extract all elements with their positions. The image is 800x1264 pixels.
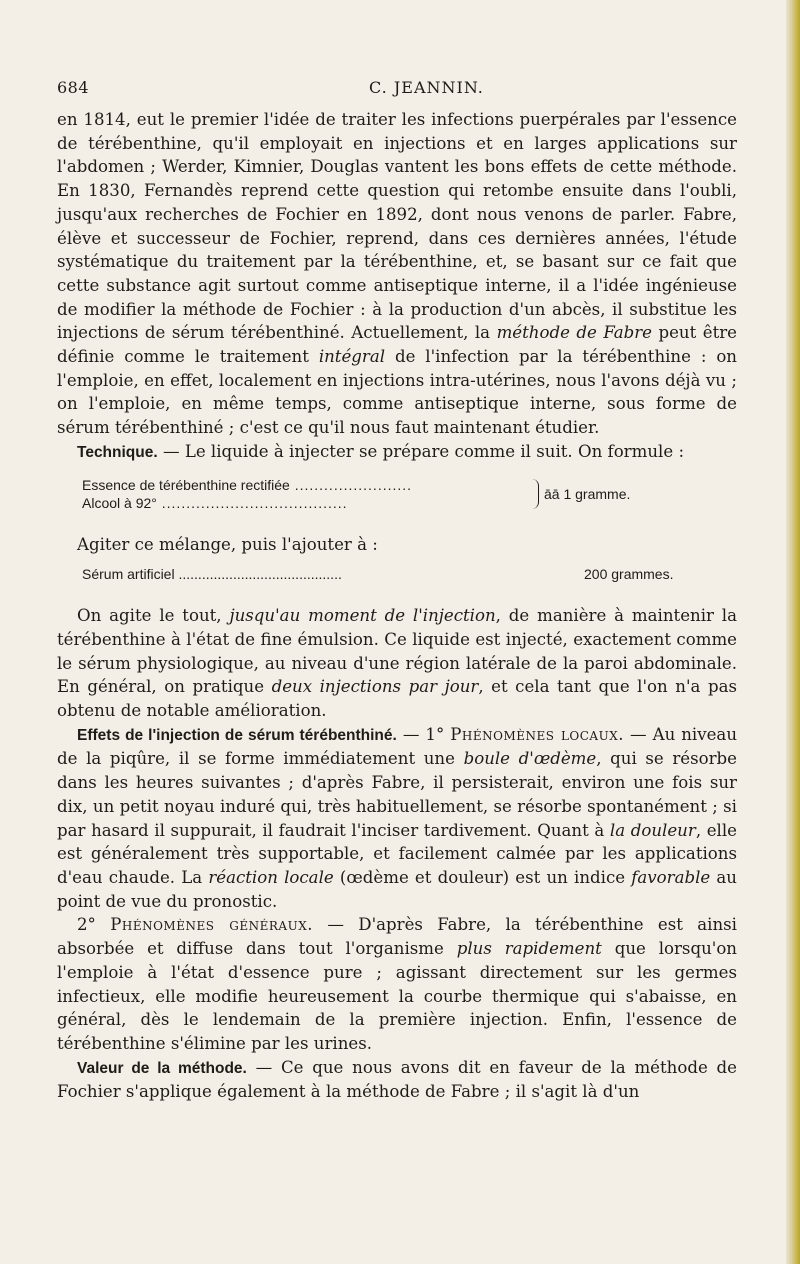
italic-run: boule d'œdème [463, 749, 597, 769]
text-run: — Ce que nous avons dit en faveur de la méthode de Fochier s'applique également à la méthode de Fabre ; il s'agit là d'un [57, 1057, 738, 1102]
paragraph-effets [57, 723, 737, 914]
text-run: On agite le tout, [77, 606, 230, 626]
smallcaps-run: Phénomènes généraux. [110, 915, 314, 935]
section-label-valeur: Valeur de la méthode. [77, 1059, 247, 1077]
text-run: — Le liquide à injecter se prépare comme il suit. On formule : [157, 441, 685, 461]
italic-run: favorable [631, 867, 711, 887]
text-run: , de manière à maintenir la térébenthine à l'état de fine émulsion. Ce liquide est injecté, exactement comme le sérum physiologique, au niveau d'une région latérale de la paroi abdominale. En général, on pratique [57, 606, 737, 697]
italic-run: la douleur [609, 820, 696, 840]
dot-leader: ...................................... [156, 494, 348, 511]
text-run: que lorsqu'on l'emploie à l'état d'essence pure ; agissant directement sur les germes infectieux, elle modifie heureusement la courbe thermique qui s'abaisse, en général, dès le lendemain de la première injection. Enfin, l'essence de térébenthine s'élimine par les urines. [57, 939, 737, 1053]
text-run: — Au niveau de la piqûre, il se forme immédiatement une [57, 724, 738, 769]
paragraph-history [57, 108, 737, 440]
text-run: — D'après Fabre, la térébenthine est ainsi absorbée et diffuse dans tout l'organisme [57, 915, 737, 959]
formula-ingredient: Alcool à 92° [82, 494, 157, 511]
formula-row [82, 495, 348, 511]
text-run: 2° [77, 915, 111, 935]
text-run: au point de vue du pronostic. [57, 867, 737, 911]
paragraph-agiter: Agiter ce mélange, puis l'ajouter à : [77, 534, 378, 554]
italic-run: intégral [318, 347, 386, 367]
page-edge [786, 0, 800, 1264]
formula-quantity: āā 1 gramme. [544, 485, 631, 502]
dot-leader: .......................................... [174, 566, 342, 583]
text-run: en 1814, eut le premier l'idée de traiter les infections puerpérales par l'essence de térébenthine, qu'il employait en injections et en larges applications sur l'abdomen ; Werder, Kimnier, Douglas vantent les bons effets de cette méthode. En 1830, Fernandès reprend cette question qui retombe ensuite dans l'oubli, jusqu'aux recherches de Fochier en 1892, dont nous venons de parler. Fabre, élève et successeur de Fochier, reprend, dans ces dernières années, l'étude systématique du traitement par la térébenthine, et, se basant sur ce fait que cette substance agit surtout comme antiseptique interne, il a l'idée ingénieuse de modifier la méthode de Fochier : à la production d'un abcès, il substitue les injections de sérum térébenthiné. Actuellement, la [57, 110, 737, 343]
serum-quantity: 200 grammes. [584, 566, 674, 583]
section-label-effets: Effets de l'injection de sérum térébenthiné. [77, 726, 397, 744]
text-run: de l'infection par la térébenthine : on l'emploie, en effet, localement en injections intra-utérines, nous l'avons déjà vu ; on l'emploie, en même temps, comme antiseptique interne, sous forme de sérum térébenthiné ; c'est ce qu'il nous faut maintenant étudier. [57, 347, 737, 438]
italic-run: réaction locale [208, 867, 334, 887]
page-number: 684 [57, 78, 90, 97]
paragraph-technique [57, 440, 737, 465]
text-run: , et cela tant que l'on n'a pas obtenu de notable amélioration. [57, 677, 737, 721]
text-run: , elle est généralement très supportable, et facilement calmée par les applications d'eau chaude. La [57, 820, 737, 887]
italic-run: deux injections par jour [271, 677, 479, 697]
serum-label: Sérum artificiel [82, 566, 175, 583]
smallcaps-run: Phénomènes locaux. [450, 724, 625, 744]
formula-row [82, 477, 412, 493]
text-run: — 1° [396, 724, 451, 744]
text-run: peut être définie comme le traitement [57, 323, 737, 367]
paragraph-valeur [57, 1056, 737, 1104]
dot-leader: ........................ [289, 476, 413, 493]
section-label-technique: Technique. [77, 443, 158, 461]
formula-block [82, 477, 737, 521]
brace [532, 479, 539, 509]
book-page [57, 78, 737, 1104]
running-title: C. JEANNIN. [369, 78, 484, 97]
text-run: , qui se résorbe dans les heures suivantes ; d'après Fabre, il persisterait, environ une fois sur dix, un petit noyau induré qui, très habituellement, se résorbe spontanément ; si par hasard il suppurait, il faudrait l'inciser tardivement. Quant à [57, 749, 738, 840]
italic-run: jusqu'au moment de l'injection [229, 606, 496, 626]
paragraph-injection [57, 604, 737, 723]
text-run: (œdème et douleur) est un indice [333, 867, 632, 887]
serum-line [82, 566, 737, 590]
paragraph-generaux [57, 913, 737, 1055]
running-header [57, 78, 737, 102]
italic-run: méthode de Fabre [496, 323, 652, 343]
formula-ingredient: Essence de térébenthine rectifiée [82, 476, 290, 493]
italic-run: plus rapidement [456, 939, 602, 959]
serum-ingredient [82, 566, 342, 582]
